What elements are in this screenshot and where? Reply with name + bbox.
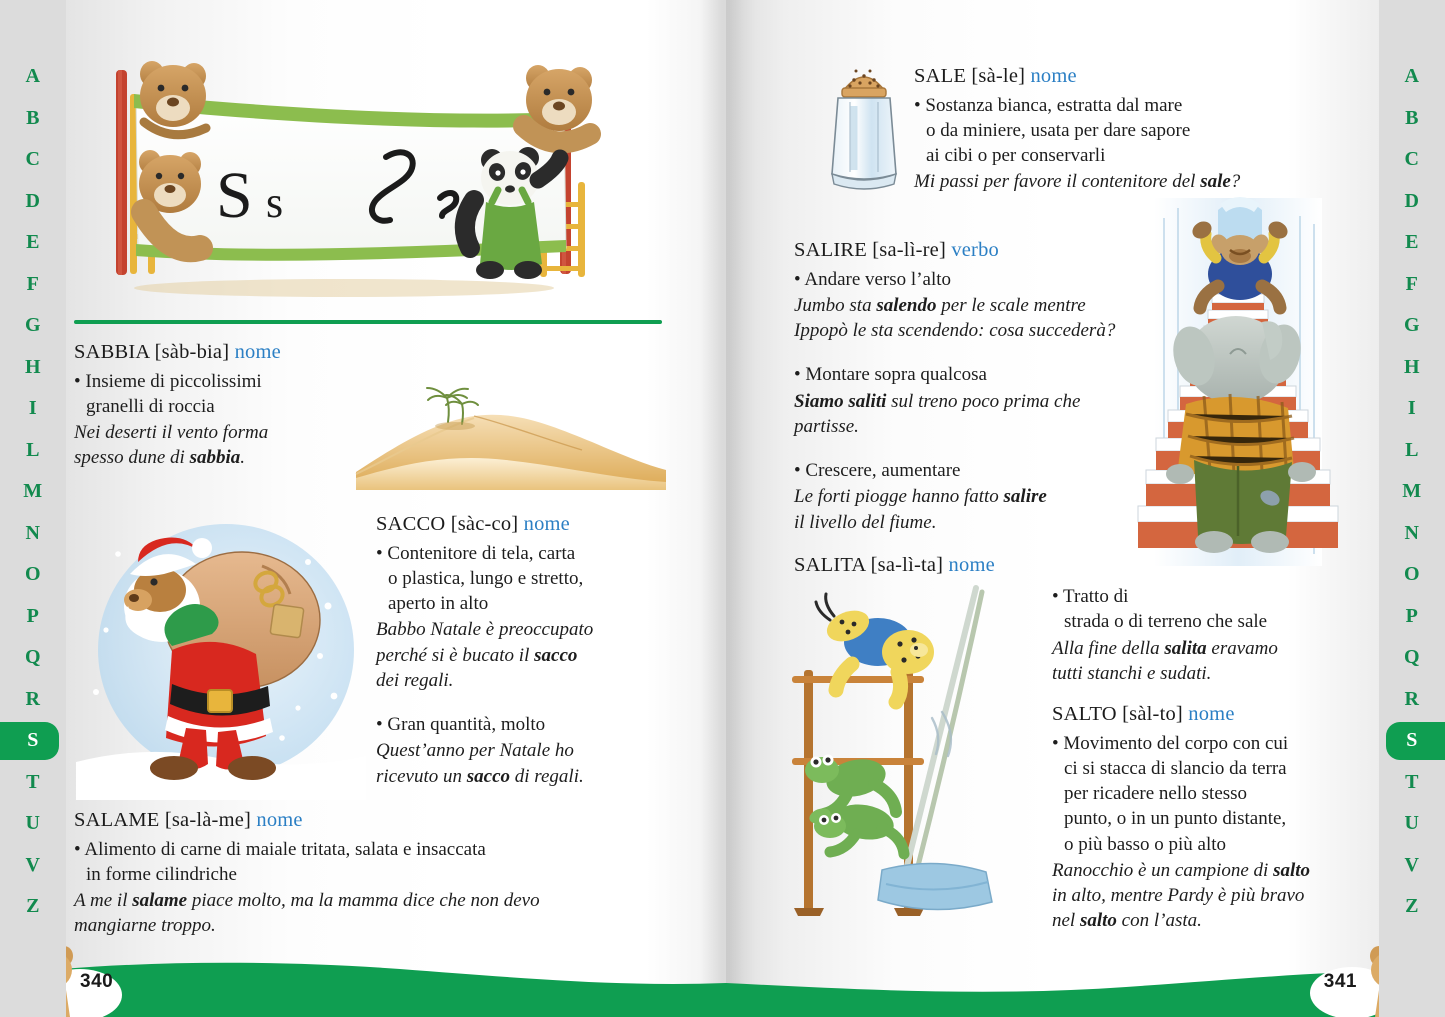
alpha-tab-r-right[interactable]: R [1404,687,1420,710]
definition-line: o più basso o più alto [1064,833,1227,855]
sense [794,458,1134,535]
example-keyword: Siamo saliti [794,390,887,412]
alpha-tab-l-right[interactable]: L [1405,438,1419,461]
headword-salto [1052,702,1352,728]
sense [74,837,654,939]
definition-line: • Alimento di carne di maiale tritata, salata e insaccata [74,838,486,860]
sense [914,93,1254,195]
section-divider-rule [74,320,662,324]
definition-line: per ricadere nello stesso [1064,783,1248,805]
definition-line: ai cibi o per conservarli [926,145,1106,167]
alpha-tab-e-left[interactable]: E [26,231,40,254]
alpha-tab-u-right[interactable]: U [1404,812,1420,835]
headword-text: SALITA [794,554,866,576]
sense [376,712,668,789]
example-line: il livello del fiume. [794,511,937,533]
example-line: . [240,447,246,469]
alpha-tab-f-left[interactable]: F [26,272,40,295]
alpha-tab-g-left[interactable]: G [24,314,42,337]
alphabet-index-left[interactable] [0,0,66,1017]
definition-line: o da miniere, usata per dare sapore [926,119,1191,141]
example-line: partisse. [794,415,859,437]
example-keyword: sacco [534,644,578,666]
alpha-tab-n-left[interactable]: N [25,521,41,544]
example-line: eravamo [1206,637,1278,659]
example-line: ricevuto un [376,765,467,787]
example-line: perché si è bucato il [376,644,535,666]
right-page [726,0,1379,1017]
definition-line: ci si stacca di slancio da terra [1064,757,1287,779]
entry-salita-definition [1052,584,1332,686]
alpha-tab-s-left[interactable]: S [0,720,66,762]
pronunciation: [sàb-bia] [154,341,230,363]
sense [1052,584,1332,686]
example-line: Le forti piogge hanno fatto [794,486,1004,508]
alpha-tab-f-right[interactable]: F [1405,272,1419,295]
part-of-speech: nome [256,809,303,831]
pronunciation: [sà-le] [971,65,1026,87]
alpha-tab-r-left[interactable]: R [25,687,41,710]
alpha-tab-q-left[interactable]: Q [24,646,42,669]
pronunciation: [sa-lì-ta] [870,554,944,576]
entry-salire [794,238,1134,535]
alpha-tab-i-right[interactable]: I [1407,397,1417,420]
alpha-tab-m-left[interactable]: M [23,480,43,503]
definition-line: • Movimento del corpo con cui [1052,732,1289,754]
definition-line: • Andare verso l’alto [794,268,952,290]
alpha-tab-d-right[interactable]: D [1404,189,1420,212]
sand-dunes-illustration [356,350,666,490]
definition-line: • Contenitore di tela, carta [376,542,576,564]
example-line: Jumbo sta [794,294,877,316]
sense [74,369,374,471]
pronunciation: [sàl-to] [1122,703,1183,725]
left-page [66,0,726,1017]
headword-salita [794,553,1074,579]
pronunciation: [sa-là-me] [164,809,252,831]
alpha-tab-c-right[interactable]: C [1404,148,1420,171]
definition-line: • Gran quantità, molto [376,714,546,736]
headword-text: SALE [914,65,967,87]
svg-text:s: s [266,178,284,227]
example-line: piace molto, ma la mamma dice che non devo [187,890,540,912]
definition-line: aperto in alto [388,593,489,615]
alpha-tab-d-left[interactable]: D [25,189,41,212]
alpha-tab-i-left[interactable]: I [28,397,38,420]
definition-line: • Montare sopra qualcosa [794,364,987,386]
alpha-tab-b-right[interactable]: B [1405,106,1419,129]
alpha-tab-g-right[interactable]: G [1403,314,1421,337]
alpha-tab-v-right[interactable]: V [1404,853,1420,876]
alpha-tab-m-right[interactable]: M [1402,480,1422,503]
example-keyword: salita [1164,637,1207,659]
example-line: con l’asta. [1116,910,1202,932]
example-line: sul treno poco prima che [886,390,1081,412]
example-line: tutti stanchi e sudati. [1052,662,1212,684]
part-of-speech: nome [234,341,281,363]
pronunciation: [sàc-co] [450,513,519,535]
alphabet-index-right[interactable] [1379,0,1445,1017]
alpha-tab-c-left[interactable]: C [25,148,41,171]
example-keyword: salendo [876,294,937,316]
example-line: Nei deserti il vento forma [74,422,269,444]
alpha-tab-n-right[interactable]: N [1404,521,1420,544]
definition-line: • Sostanza bianca, estratta dal mare [914,94,1183,116]
page-number-left: 340 [80,971,114,992]
svg-text:S: S [216,159,253,232]
definition-line: strada o di terreno che sale [1064,611,1268,633]
definition-line: • Tratto di [1052,586,1129,607]
example-line: in alto, mentre Pardy è più bravo [1052,885,1305,907]
example-line: mangiarne troppo. [74,915,216,937]
example-keyword: sale [1200,171,1231,193]
example-keyword: sabbia [189,447,241,469]
example-line: spesso dune di [74,447,190,469]
example-line: dei regali. [376,669,454,691]
sense [794,267,1134,344]
alpha-tab-o-right[interactable]: O [1403,563,1421,586]
alpha-tab-p-right[interactable]: P [1405,604,1419,627]
alpha-tab-z-right[interactable]: Z [1405,895,1419,918]
pole-vault-frog-leopard-illustration [786,578,1076,930]
alpha-tab-v-left[interactable]: V [25,853,41,876]
example-keyword: salto [1273,859,1311,881]
example-line: per le scale mentre [936,294,1086,316]
entry-salita [794,553,1074,579]
entry-sabbia [74,340,374,471]
headword-salire [794,238,1134,264]
entry-salto [1052,702,1352,934]
alpha-tab-a-left[interactable]: A [25,65,41,88]
alpha-tab-p-left[interactable]: P [26,604,40,627]
entry-salame [74,808,654,939]
example-line: di regali. [510,765,584,787]
entry-sale [914,64,1254,195]
part-of-speech: nome [523,513,570,535]
sense [794,362,1134,439]
alpha-tab-q-right[interactable]: Q [1403,646,1421,669]
example-line: Ranocchio è un campione di [1052,859,1274,881]
example-line: Alla fine della [1052,637,1165,659]
part-of-speech: nome [948,554,995,576]
pronunciation: [sa-lì-re] [872,239,946,261]
santa-bear-with-sack-illustration [76,510,366,800]
sense [376,541,668,694]
elephant-hippo-stairs-illustration [1134,198,1340,566]
definition-line: granelli di roccia [86,395,215,417]
headword-text: SACCO [376,513,446,535]
alpha-tab-u-left[interactable]: U [25,812,41,835]
example-keyword: salame [132,890,188,912]
headword-sale [914,64,1254,90]
alpha-tab-h-right[interactable]: H [1403,355,1421,378]
part-of-speech: verbo [951,239,999,261]
example-line: Quest’anno per Natale ho [376,740,574,762]
part-of-speech: nome [1030,65,1077,87]
definition-line: o plastica, lungo e stretto, [388,567,584,589]
example-keyword: sacco [466,765,511,787]
salt-shaker-illustration [816,50,912,200]
alpha-tab-b-left[interactable]: B [26,106,40,129]
definition-line: in forme cilindriche [86,863,237,885]
bears-banner-letter-s-illustration [94,52,614,310]
definition-line: • Insieme di piccolissimi [74,370,262,392]
part-of-speech: nome [1188,703,1235,725]
alpha-tab-h-left[interactable]: H [24,355,42,378]
example-line: Babbo Natale è preoccupato [376,619,594,641]
alpha-tab-z-left[interactable]: Z [26,895,40,918]
example-line: Ippopò le sta scendendo: cosa succederà? [794,320,1116,342]
headword-sabbia [74,340,374,366]
alpha-tab-e-right[interactable]: E [1405,231,1419,254]
headword-salame [74,808,654,834]
headword-sacco [376,512,668,538]
example-line: Mi passi per favore il contenitore del [914,171,1201,193]
example-line: ? [1230,171,1241,193]
page-number-right: 341 [1323,971,1357,992]
headword-text: SABBIA [74,341,150,363]
alpha-tab-t-left[interactable]: T [26,770,40,793]
entry-sacco [376,512,668,789]
alpha-tab-l-left[interactable]: L [26,438,40,461]
example-line: nel [1052,910,1080,932]
alpha-tab-t-right[interactable]: T [1405,770,1419,793]
alpha-tab-o-left[interactable]: O [24,563,42,586]
headword-text: SALTO [1052,703,1117,725]
headword-text: SALIRE [794,239,867,261]
sense [1052,731,1352,934]
alpha-tab-s-right[interactable]: S [1379,720,1445,762]
example-line: A me il [74,890,133,912]
definition-line: punto, o in un punto distante, [1064,808,1287,830]
example-keyword: salto [1079,910,1117,932]
example-keyword: salire [1003,486,1047,508]
definition-line: • Crescere, aumentare [794,460,961,482]
headword-text: SALAME [74,809,160,831]
alpha-tab-a-right[interactable]: A [1404,65,1420,88]
